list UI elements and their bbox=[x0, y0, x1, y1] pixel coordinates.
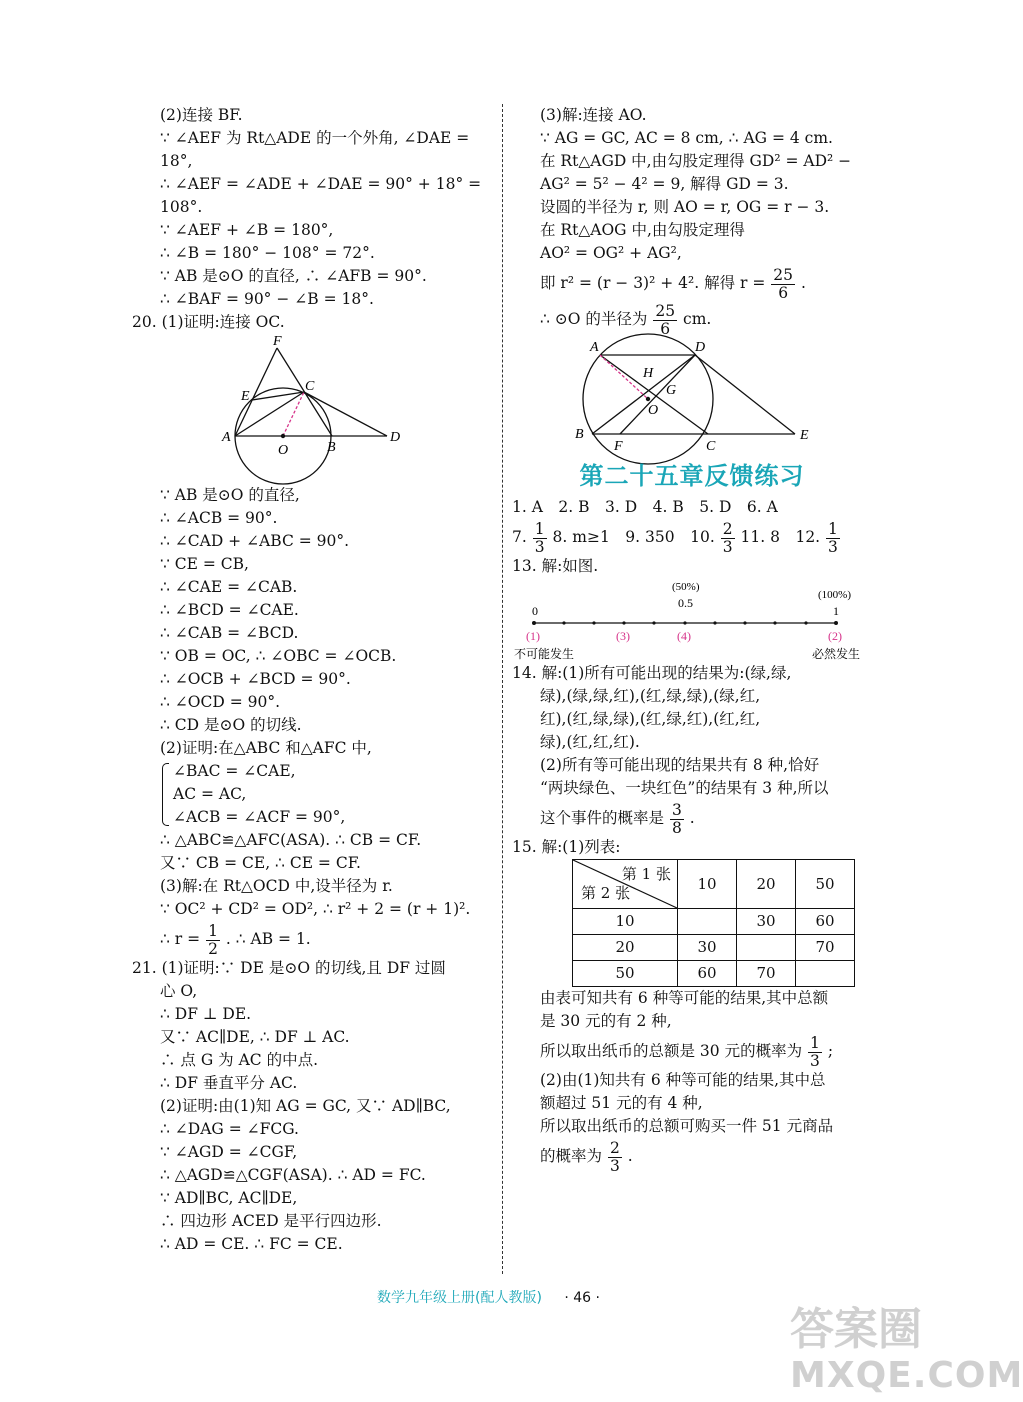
probability-number-line bbox=[512, 578, 872, 662]
denominator: 2 bbox=[208, 939, 218, 958]
table-row bbox=[573, 961, 855, 987]
text-line: ∴ ∠OCB + ∠BCD = 90°. bbox=[160, 670, 351, 688]
text-line: ∵ OB = OC, ∴ ∠OBC = ∠OCB. bbox=[160, 647, 397, 665]
text-segment: 所以取出纸币的总额是 30 元的概率为 bbox=[540, 1042, 803, 1060]
row-header: 50 bbox=[573, 961, 678, 987]
text-segment: 即 r² = (r − 3)² + 4². 解得 r = bbox=[540, 274, 766, 292]
row-header: 10 bbox=[573, 909, 678, 935]
book-title: 数学九年级上册(配人教版) bbox=[376, 1290, 542, 1306]
denominator: 3 bbox=[828, 537, 838, 556]
text-segment: cm. bbox=[683, 310, 712, 328]
text-line: ∴ AD = CE. ∴ FC = CE. bbox=[160, 1235, 343, 1253]
mark-2: (2) bbox=[828, 629, 842, 643]
text-line: (2)证明:在△ABC 和△AFC 中, bbox=[160, 739, 372, 757]
fraction bbox=[533, 521, 547, 556]
numerator: 25 bbox=[655, 301, 676, 320]
fraction bbox=[608, 1140, 622, 1175]
tick-dot bbox=[743, 621, 746, 624]
text-line: ∴ CD 是⊙O 的切线. bbox=[160, 716, 302, 734]
numerator: 1 bbox=[208, 921, 218, 940]
label-o: O bbox=[648, 403, 659, 418]
text-segment: ; bbox=[827, 1042, 834, 1060]
text-line: 额超过 51 元的有 4 种, bbox=[540, 1094, 703, 1112]
text-line: (2)由(1)知共有 6 种等可能的结果,其中总 bbox=[540, 1071, 826, 1089]
text-line: 绿),(绿,绿,红),(红,绿,绿),(绿,红, bbox=[540, 687, 761, 705]
label-50-percent: (50%) bbox=[672, 581, 700, 593]
segment-ec bbox=[252, 392, 304, 400]
text-line: 又∵ AC∥DE, ∴ DF ⊥ AC. bbox=[160, 1028, 350, 1046]
denominator: 3 bbox=[609, 1156, 620, 1175]
answers-row-1: 1. A 2. B 3. D 4. B 5. D 6. A bbox=[512, 498, 778, 516]
label-c: C bbox=[706, 439, 716, 454]
segment-ac bbox=[600, 355, 708, 434]
table-cell: 70 bbox=[796, 935, 855, 961]
text-segment: . bbox=[689, 809, 695, 827]
numerator: 2 bbox=[609, 1138, 620, 1157]
text-line: ∴ ∠BAF = 90° − ∠B = 18°. bbox=[160, 290, 374, 308]
watermark-line-2: MXQE.COM bbox=[790, 1355, 1023, 1396]
tick-dot bbox=[562, 621, 565, 624]
denominator: 3 bbox=[534, 537, 545, 556]
denominator: 3 bbox=[722, 537, 733, 556]
label-h: H bbox=[643, 366, 654, 381]
text-line: 心 O, bbox=[160, 982, 198, 1000]
probability-line bbox=[540, 1138, 872, 1174]
text-line: (2)连接 BF. bbox=[160, 106, 243, 124]
brace-system bbox=[160, 760, 492, 829]
question-13: 13. 解:如图. bbox=[512, 557, 599, 575]
fraction bbox=[653, 303, 677, 338]
text-line: 设圆的半径为 r, 则 AO = r, OG = r − 3. bbox=[540, 198, 830, 216]
fraction bbox=[206, 923, 220, 958]
question-15-heading: 15. 解:(1)列表: bbox=[512, 838, 621, 856]
r-result-line bbox=[160, 921, 492, 957]
header-top-label: 第 1 张 bbox=[621, 865, 671, 883]
table-row bbox=[573, 935, 855, 961]
text-line: 由表可知共有 6 种等可能的结果,其中总额 bbox=[540, 989, 829, 1007]
mark-4: (4) bbox=[677, 629, 691, 643]
text-line: ∵ AD∥BC, AC∥DE, bbox=[160, 1189, 298, 1207]
label-f: F bbox=[614, 439, 623, 454]
text-segment: 这个事件的概率是 bbox=[540, 809, 665, 827]
watermark-logo bbox=[790, 1305, 1023, 1397]
text-line: ∴ DF 垂直平分 AC. bbox=[160, 1074, 298, 1092]
table-cell: 60 bbox=[678, 961, 737, 987]
text-line: 是 30 元的有 2 种, bbox=[540, 1012, 672, 1030]
text-line: ∴ ∠CAD + ∠ABC = 90°. bbox=[160, 532, 350, 550]
numerator: 1 bbox=[828, 519, 838, 538]
left-block-b bbox=[132, 484, 492, 957]
numerator: 1 bbox=[810, 1033, 820, 1052]
text-segment: ∴ r = bbox=[160, 930, 201, 948]
mark-3: (3) bbox=[616, 629, 630, 643]
left-brace bbox=[162, 763, 169, 826]
tick-dot bbox=[592, 621, 595, 624]
denominator: 6 bbox=[778, 283, 789, 302]
text-line: ∵ CE = CB, bbox=[160, 555, 249, 573]
circle-tangent-figure bbox=[217, 334, 417, 484]
segment-df bbox=[620, 355, 695, 434]
denominator: 6 bbox=[660, 319, 671, 338]
text-line: ∴ 四边形 ACED 是平行四边形. bbox=[160, 1212, 382, 1230]
label-1: 1 bbox=[833, 604, 839, 618]
brace-lines bbox=[173, 760, 345, 829]
question-15-body bbox=[512, 987, 872, 1174]
answers-row-2 bbox=[512, 519, 872, 555]
text-line: ∵ AB 是⊙O 的直径, bbox=[160, 486, 300, 504]
text-line: 在 Rt△AGD 中,由勾股定理得 GD² = AD² − bbox=[540, 152, 852, 170]
table-cell: 30 bbox=[678, 935, 737, 961]
text-line: ∴ △AGD≌△CGF(ASA). ∴ AD = FC. bbox=[160, 1166, 426, 1184]
diagonal-header-cell bbox=[573, 860, 678, 909]
text-line: ∴ ∠ACB = 90°. bbox=[160, 509, 278, 527]
label-b: B bbox=[575, 427, 584, 442]
label-e: E bbox=[241, 389, 250, 404]
label-a: A bbox=[222, 430, 231, 445]
table-header-row bbox=[573, 860, 855, 909]
question-14 bbox=[512, 662, 872, 836]
text-line: ∴ 点 G 为 AC 的中点. bbox=[160, 1051, 318, 1069]
table-cell: 30 bbox=[737, 909, 796, 935]
text-line: ∴ ∠OCD = 90°. bbox=[160, 693, 281, 711]
label-0: 0 bbox=[532, 604, 538, 618]
text-line: ∴ ∠B = 180° − 108° = 72°. bbox=[160, 244, 375, 262]
segment-ao bbox=[600, 355, 648, 399]
row-header: 20 bbox=[573, 935, 678, 961]
tick-dot bbox=[773, 621, 776, 624]
text-line: ∵ AG = GC, AC = 8 cm, ∴ AG = 4 cm. bbox=[540, 129, 833, 147]
tick-dot bbox=[713, 621, 716, 624]
label-100-percent: (100%) bbox=[818, 589, 851, 601]
numerator: 1 bbox=[534, 519, 545, 538]
text-segment: ∴ ⊙O 的半径为 bbox=[540, 310, 648, 328]
text-segment: 的概率为 bbox=[540, 1147, 603, 1165]
column-divider bbox=[502, 104, 503, 1274]
probability-line bbox=[540, 1033, 872, 1069]
text-line: 108°. bbox=[160, 198, 203, 216]
question-20-heading: 20. (1)证明:连接 OC. bbox=[132, 313, 285, 331]
table-cell: 60 bbox=[796, 909, 855, 935]
tick-dot bbox=[652, 621, 655, 624]
text-line: 绿),(红,红,红). bbox=[540, 733, 640, 751]
text-segment: 7. bbox=[512, 528, 527, 546]
table-cell bbox=[678, 909, 737, 935]
fraction bbox=[721, 521, 735, 556]
column-header: 10 bbox=[678, 860, 737, 909]
text-line: 又∵ CB = CE, ∴ CE = CF. bbox=[160, 854, 361, 872]
tick-dot bbox=[834, 621, 838, 625]
text-line: 红),(红,绿,绿),(红,绿,红),(红,红, bbox=[540, 710, 761, 728]
center-o-dot bbox=[646, 397, 650, 401]
text-segment: 11. 8 12. bbox=[740, 528, 821, 546]
page-number: · 46 · bbox=[564, 1290, 600, 1306]
text-line: ∠ACB = ∠ACF = 90°, bbox=[173, 808, 346, 826]
text-line: (3)解:连接 AO. bbox=[540, 106, 647, 124]
text-line: (2)所有等可能出现的结果共有 8 种,恰好 bbox=[540, 756, 820, 774]
table-cell bbox=[737, 935, 796, 961]
question-21-heading: 21. (1)证明:∵ DE 是⊙O 的切线,且 DF 过圆 bbox=[132, 959, 446, 977]
fraction bbox=[670, 802, 684, 837]
text-line: ∵ ∠AEF + ∠B = 180°, bbox=[160, 221, 334, 239]
text-line: “两块绿色、一块红色”的结果有 3 种,所以 bbox=[540, 779, 829, 797]
text-segment: . bbox=[800, 274, 806, 292]
left-block-a bbox=[132, 104, 492, 311]
watermark-line-1: 答案圈 bbox=[790, 1304, 922, 1355]
tick-dot bbox=[532, 621, 536, 625]
fraction bbox=[771, 267, 795, 302]
text-line: 所以取出纸币的总额可购买一件 51 元商品 bbox=[540, 1117, 834, 1135]
column-header: 50 bbox=[796, 860, 855, 909]
chapter-title: 第二十五章反馈练习 bbox=[579, 462, 805, 490]
right-column bbox=[512, 104, 872, 1174]
r-solution-line bbox=[540, 265, 872, 301]
text-line: ∴ ∠AEF = ∠ADE + ∠DAE = 90° + 18° = bbox=[160, 175, 482, 193]
text-segment: 8. m≥1 9. 350 10. bbox=[552, 528, 715, 546]
text-line: 14. 解:(1)所有可能出现的结果为:(绿,绿, bbox=[512, 664, 792, 682]
label-d: D bbox=[390, 430, 401, 445]
denominator: 8 bbox=[671, 818, 682, 837]
label-g: G bbox=[666, 383, 677, 398]
text-segment: . bbox=[627, 1147, 633, 1165]
label-d: D bbox=[695, 340, 706, 355]
label-certain: 必然发生 bbox=[812, 647, 861, 661]
text-line: ∵ OC² + CD² = OD², ∴ r² + 2 = (r + 1)². bbox=[160, 900, 471, 918]
probability-line bbox=[512, 800, 872, 836]
text-line: 在 Rt△AOG 中,由勾股定理得 bbox=[540, 221, 745, 239]
text-line: ∵ ∠AEF 为 Rt△ADE 的一个外角, ∠DAE = bbox=[160, 129, 470, 147]
left-column bbox=[132, 104, 492, 1256]
mark-1: (1) bbox=[526, 629, 540, 643]
tick-dot bbox=[622, 621, 625, 624]
table-cell bbox=[796, 961, 855, 987]
column-header: 20 bbox=[737, 860, 796, 909]
text-line: (2)证明:由(1)知 AG = GC, 又∵ AD∥BC, bbox=[160, 1097, 451, 1115]
right-block-a bbox=[512, 104, 872, 337]
numerator: 3 bbox=[671, 800, 682, 819]
tick-dot bbox=[804, 621, 807, 624]
label-b: B bbox=[327, 440, 336, 455]
left-block-d bbox=[132, 980, 492, 1256]
table-row bbox=[573, 909, 855, 935]
label-f: F bbox=[273, 334, 282, 349]
text-line: ∵ ∠AGD = ∠CGF, bbox=[160, 1143, 298, 1161]
label-a: A bbox=[590, 340, 599, 355]
text-line: AO² = OG² + AG², bbox=[540, 244, 682, 262]
label-o: O bbox=[278, 443, 289, 458]
radius-line bbox=[540, 301, 872, 337]
label-c: C bbox=[305, 379, 315, 394]
tick-dot bbox=[683, 621, 686, 624]
label-0-5: 0.5 bbox=[678, 596, 693, 610]
text-line: ∴ ∠CAB = ∠BCD. bbox=[160, 624, 299, 642]
table-cell: 70 bbox=[737, 961, 796, 987]
text-line: ∴ ∠CAE = ∠CAB. bbox=[160, 578, 298, 596]
text-line: ∴ ∠BCD = ∠CAE. bbox=[160, 601, 299, 619]
text-line: AG² = 5² − 4² = 9, 解得 GD = 3. bbox=[540, 175, 789, 193]
text-line: ∵ AB 是⊙O 的直径, ∴ ∠AFB = 90°. bbox=[160, 267, 427, 285]
outcome-table bbox=[572, 859, 855, 987]
center-o-dot bbox=[281, 434, 285, 438]
numerator: 25 bbox=[773, 265, 794, 284]
text-line: ∴ ∠DAG = ∠FCG. bbox=[160, 1120, 299, 1138]
fraction bbox=[808, 1035, 822, 1070]
label-e: E bbox=[800, 428, 809, 443]
text-segment: . ∴ AB = 1. bbox=[225, 930, 311, 948]
text-line: ∴ △ABC≌△AFC(ASA). ∴ CB = CF. bbox=[160, 831, 422, 849]
text-line: (3)解:在 Rt△OCD 中,设半径为 r. bbox=[160, 877, 393, 895]
fraction bbox=[826, 521, 840, 556]
text-line: AC = AC, bbox=[173, 785, 247, 803]
circle-parallelogram-figure bbox=[570, 337, 890, 455]
text-line: ∠BAC = ∠CAE, bbox=[173, 762, 296, 780]
text-line: ∴ DF ⊥ DE. bbox=[160, 1005, 252, 1023]
header-bottom-label: 第 2 张 bbox=[581, 884, 631, 902]
denominator: 3 bbox=[810, 1051, 820, 1070]
segment-de bbox=[695, 355, 795, 434]
text-line: 18°, bbox=[160, 152, 193, 170]
numerator: 2 bbox=[722, 519, 733, 538]
label-impossible: 不可能发生 bbox=[514, 647, 575, 661]
segment-cd bbox=[304, 392, 387, 436]
